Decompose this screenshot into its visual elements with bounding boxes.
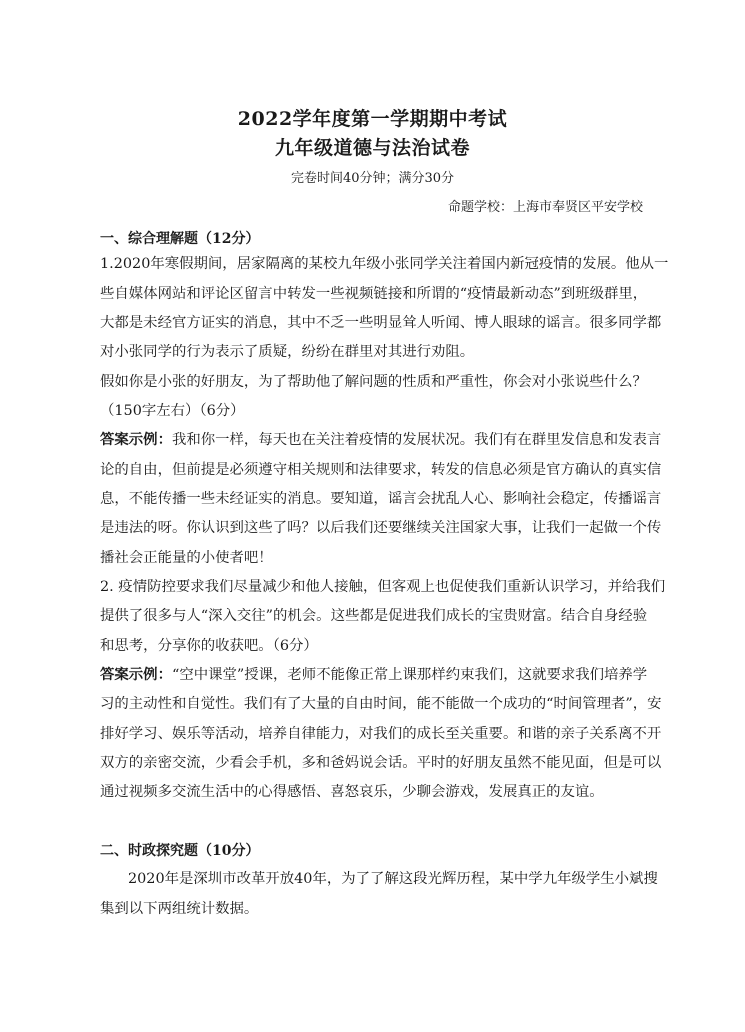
exam-setter: 命题学校：上海市奉贤区平安学校	[447, 200, 643, 215]
exam-title: 2022学年度第一学期期中考试	[237, 108, 508, 130]
answer2-text: “空中课堂”授课，老师不能像正常上课那样约束我们，这就要求我们培养学	[171, 667, 648, 683]
answer1-line: 播社会正能量的小使者吧！	[100, 550, 273, 566]
answer2-line: 排好学习、娱乐等活动，培养自律能力，对我们的成长至关重要。和谐的亲子关系离不开	[100, 726, 662, 742]
section2-intro-line: 集到以下两组统计数据。	[100, 901, 259, 917]
q1-line: 些自媒体网站和评论区留言中转发一些视频链接和所谓的“疫情最新动态”到班级群里，	[100, 286, 648, 302]
answer1-line: 息，不能传播一些未经证实的消息。要知道，谣言会扰乱人心、影响社会稳定，传播谣言	[100, 491, 662, 507]
answer2-line: 通过视频多交流生活中的心得感悟、喜怒哀乐，少聊会游戏，发展真正的友谊。	[100, 784, 604, 800]
q2-line: 提供了很多与人“深入交往”的机会。这些都是促进我们成长的宝贵财富。结合自身经验	[100, 608, 648, 624]
answer2-line: 习的主动性和自觉性。我们有了大量的自由时间，能不能做一个成功的“时间管理者”，安	[100, 696, 662, 712]
q1-line: 大都是未经官方证实的消息，其中不乏一些明显耸人听闻、博人眼球的谣言。很多同学都	[100, 315, 662, 331]
q2-line: 2. 疫情防控要求我们尽量减少和他人接触，但客观上也促使我们重新认识学习，并给我们	[100, 579, 666, 595]
answer1-text: 我和你一样，每天也在关注着疫情的发展状况。我们有在群里发信息和发表言	[171, 432, 662, 448]
answer2-label: 答案示例：	[100, 666, 172, 683]
q2-line: 和思考，分享你的收获吧。（6分）	[100, 638, 318, 654]
q1-line: 1.2020年寒假期间，居家隔离的某校九年级小张同学关注着国内新冠疫情的发展。他从一	[100, 256, 669, 272]
answer1-line: 论的自由，但前提是必须遵守相关规则和法律要求，转发的信息必须是官方确认的真实信	[100, 462, 662, 478]
section2-heading: 二、时政探究题（10分）	[100, 843, 260, 859]
answer1-first-line	[100, 430, 662, 450]
answer1-label: 答案示例：	[100, 431, 172, 448]
section2-intro-line: 2020年是深圳市改革开放40年，为了了解这段光辉历程，某中学九年级学生小斌搜	[128, 871, 658, 887]
exam-subject-title: 九年级道德与法治试卷	[274, 137, 470, 159]
answer1-line: 是违法的呀。你认识到这些了吗？以后我们还要继续关注国家大事，让我们一起做一个传	[100, 520, 662, 536]
answer2-first-line	[100, 665, 648, 685]
q1-line: 对小张同学的行为表示了质疑，纷纷在群里对其进行劝阻。	[100, 344, 475, 360]
q1-line: （150字左右）（6分）	[100, 403, 245, 419]
section1-heading: 一、综合理解题（12分）	[100, 231, 260, 247]
answer2-line: 双方的亲密交流，少看会手机，多和爸妈说会话。平时的好朋友虽然不能见面，但是可以	[100, 755, 662, 771]
exam-info: 完卷时间40分钟；满分30分	[290, 171, 455, 186]
q1-line: 假如你是小张的好朋友，为了帮助他了解问题的性质和严重性，你会对小张说些什么？	[100, 374, 647, 390]
